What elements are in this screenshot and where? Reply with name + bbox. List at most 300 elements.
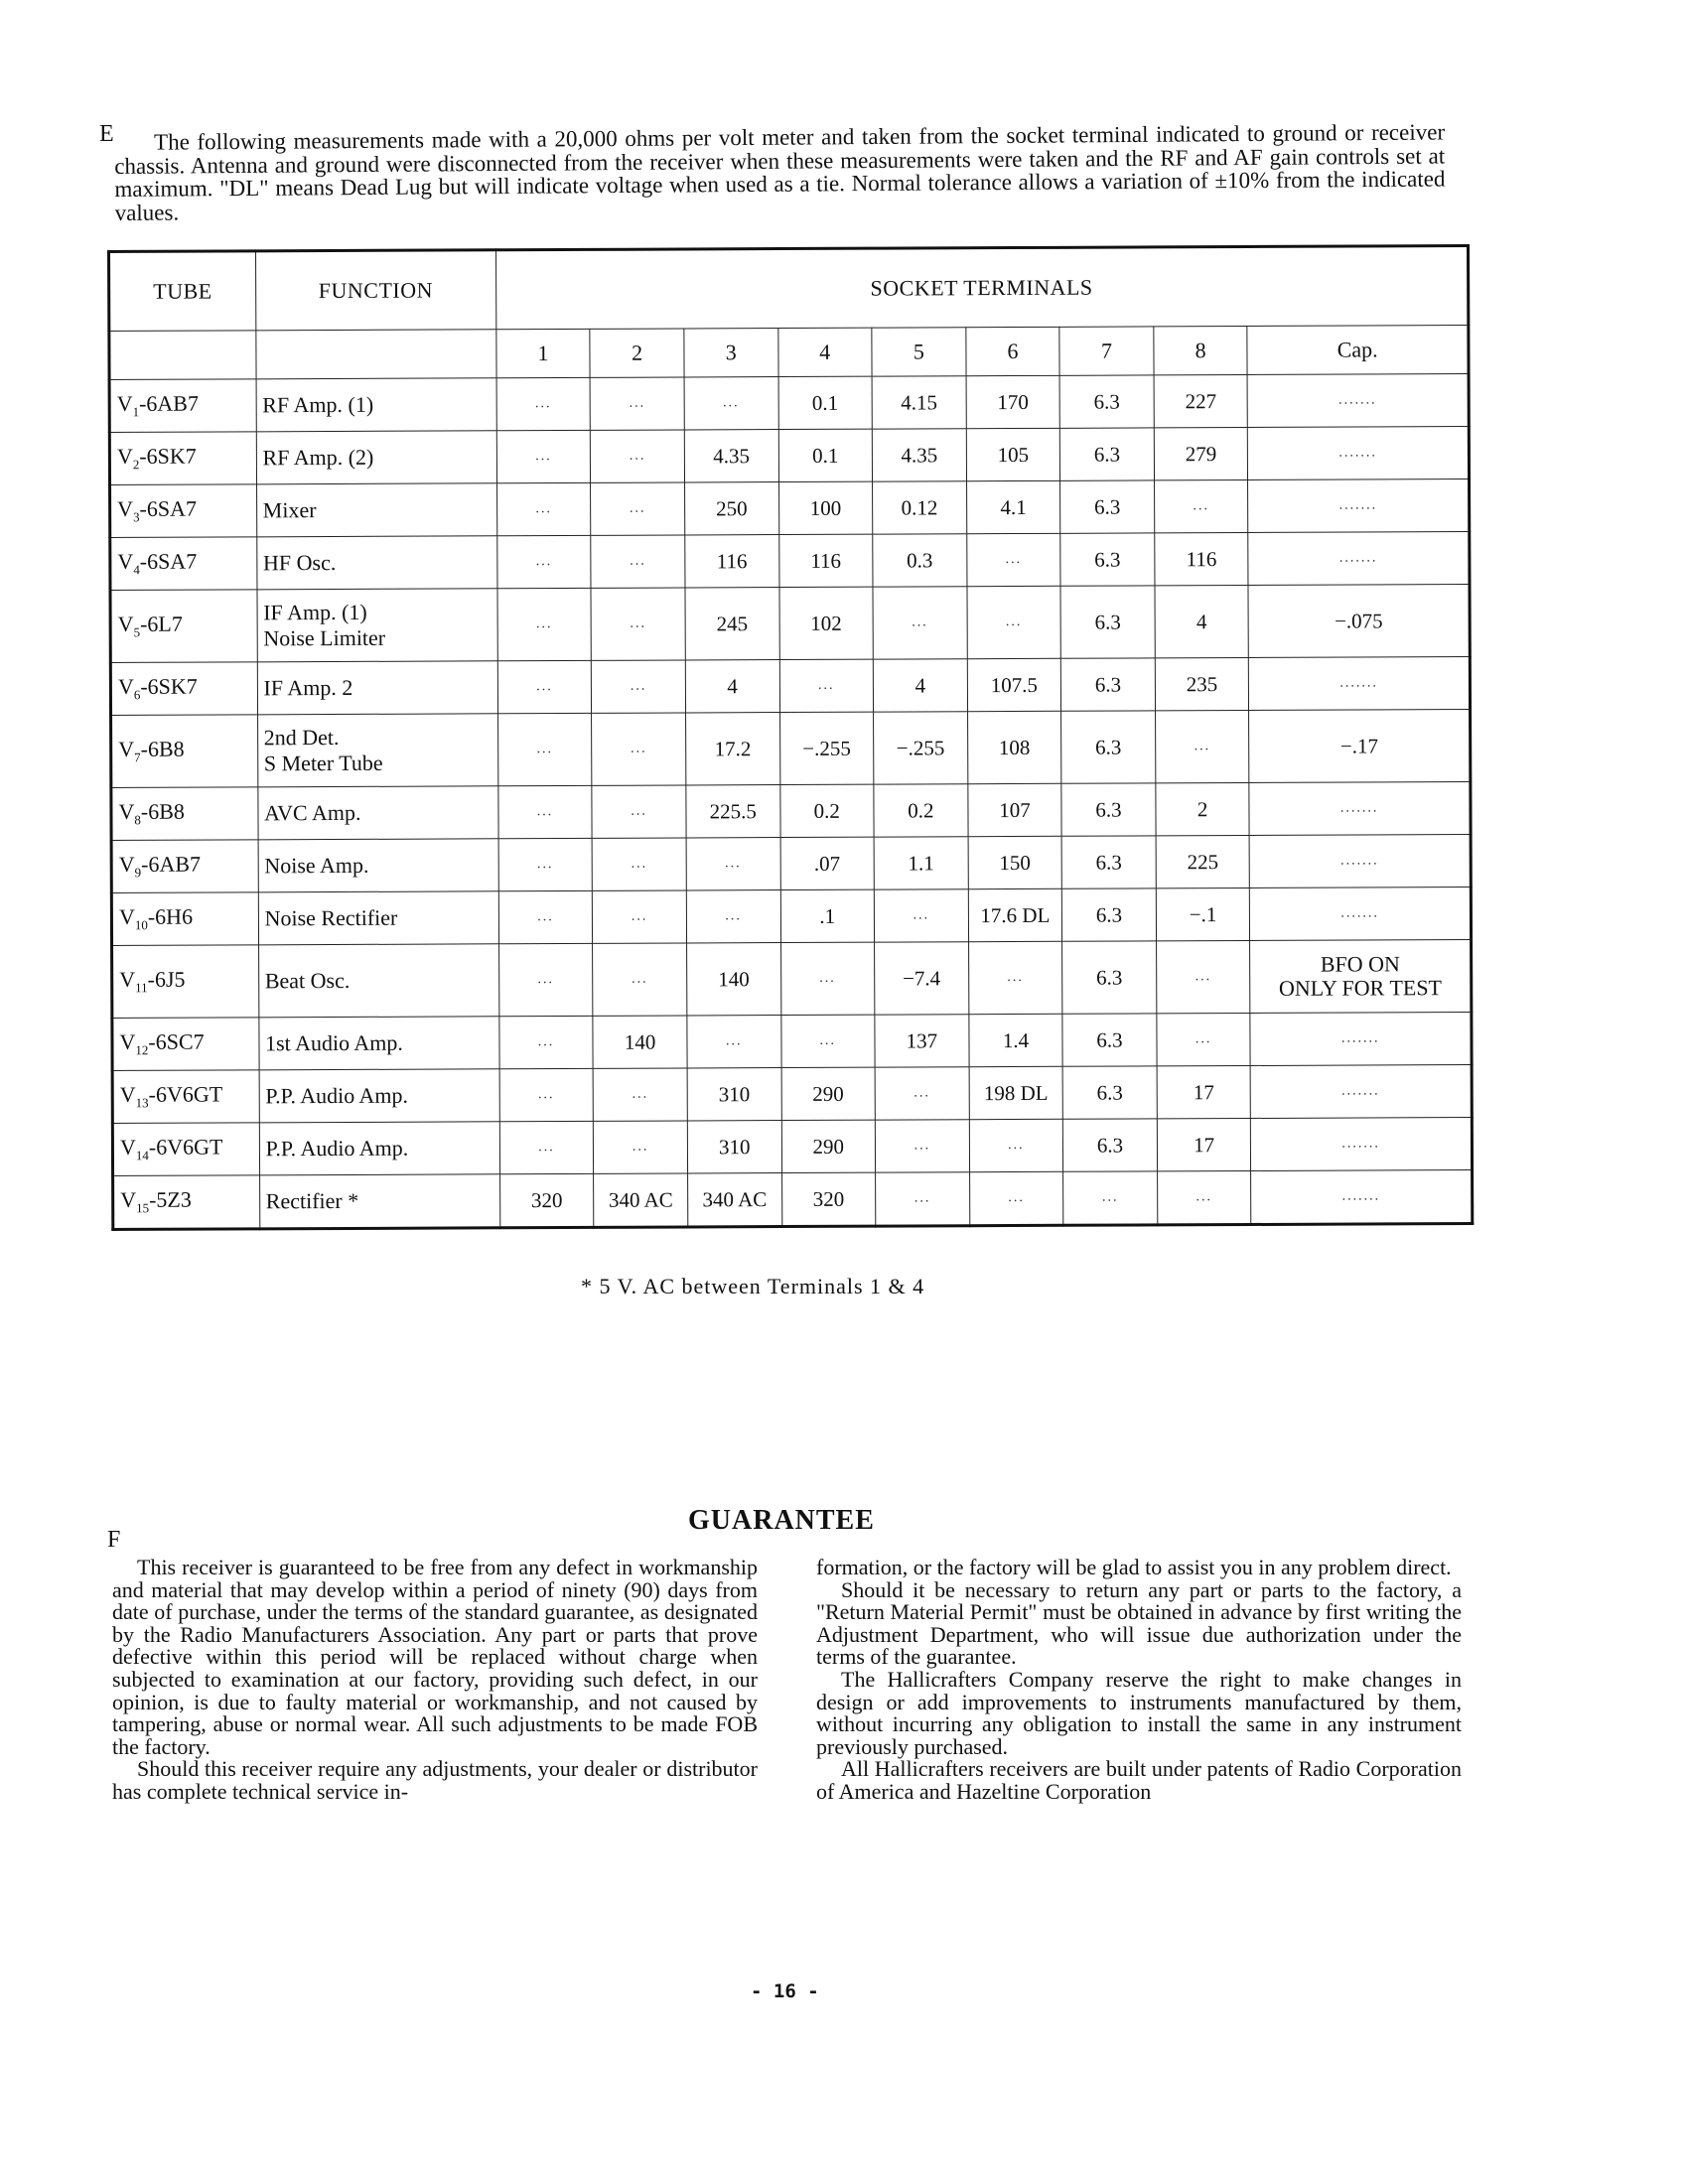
terminal-8-value <box>1156 940 1250 1013</box>
terminal-5-value <box>875 1015 969 1067</box>
terminal-8-value <box>1156 782 1250 835</box>
voltage-value: 340 AC <box>608 1187 673 1212</box>
terminal-6-value <box>969 1066 1063 1119</box>
tube-prefix: V <box>118 737 135 762</box>
terminal-3-value <box>685 535 779 588</box>
voltage-value: 0.12 <box>901 494 938 520</box>
voltage-value: 6.3 <box>1096 965 1123 990</box>
function-label: IF Amp. 2 <box>263 674 353 701</box>
voltage-value: ... <box>1008 1189 1025 1206</box>
tube-cell <box>111 787 258 841</box>
terminal-5-value <box>875 942 969 1015</box>
function-label: HF Osc. <box>262 549 337 576</box>
voltage-measurement-table <box>107 244 1474 1231</box>
terminal-3-value <box>686 890 780 943</box>
table-row <box>109 374 1469 433</box>
terminal-3-value <box>687 1016 781 1068</box>
terminal-5-value <box>874 837 968 889</box>
terminal-2-value <box>593 1068 687 1121</box>
voltage-value: .1 <box>819 903 836 928</box>
voltage-value: ... <box>536 857 554 873</box>
function-cell <box>257 589 498 662</box>
voltage-value: ... <box>819 1032 837 1048</box>
voltage-value: ... <box>1007 969 1024 986</box>
header-terminal-1: 1 <box>496 329 591 377</box>
voltage-value: ... <box>1195 1031 1212 1047</box>
function-cell <box>259 1122 499 1175</box>
header-blank-function <box>255 330 495 379</box>
voltage-value: 116 <box>716 548 748 573</box>
table-row <box>112 1013 1472 1071</box>
table-row <box>112 1065 1472 1124</box>
voltage-value: −.1 <box>1189 901 1217 926</box>
voltage-value: ... <box>535 616 553 632</box>
voltage-value: 279 <box>1185 441 1217 466</box>
voltage-value: ....... <box>1339 675 1378 691</box>
function-label: P.P. Audio Amp. <box>265 1135 409 1161</box>
tube-cell <box>109 379 256 433</box>
cap-value <box>1249 835 1471 888</box>
terminal-7-value <box>1059 375 1154 428</box>
terminal-8-value <box>1154 427 1248 479</box>
cap-value <box>1249 782 1471 836</box>
voltage-value: 137 <box>906 1027 938 1052</box>
voltage-value: 100 <box>809 495 842 520</box>
terminal-7-value <box>1062 941 1157 1014</box>
table-body <box>109 374 1473 1230</box>
tube-prefix: V <box>118 904 135 930</box>
voltage-value: .07 <box>813 851 841 876</box>
voltage-value: 6.3 <box>1096 1027 1123 1052</box>
terminal-2-value <box>592 838 686 890</box>
voltage-value: 250 <box>716 495 748 520</box>
terminal-8-value <box>1156 835 1250 887</box>
table-footnote: * 5 V. AC between Terminals 1 & 4 <box>581 1274 925 1298</box>
voltage-value: ... <box>538 1140 555 1156</box>
terminal-4-value <box>780 1015 875 1067</box>
voltage-value: 6.3 <box>1093 494 1121 519</box>
terminal-1-value <box>497 713 592 785</box>
terminal-1-value <box>499 1173 594 1227</box>
tube-cell <box>112 1070 259 1124</box>
tube-prefix: V <box>116 391 133 417</box>
terminal-1-value <box>499 1068 594 1121</box>
tube-cell <box>110 590 257 663</box>
voltage-value: 290 <box>812 1081 844 1106</box>
terminal-5-value <box>872 376 966 429</box>
header-terminal-8: 8 <box>1154 326 1248 374</box>
terminal-6-value <box>966 375 1060 428</box>
voltage-value: 107.5 <box>990 672 1039 697</box>
cap-value <box>1251 1118 1473 1171</box>
voltage-value: ... <box>1195 969 1212 985</box>
voltage-value: ... <box>629 500 646 516</box>
function-label: RF Amp. (2) <box>262 444 374 471</box>
tube-subscript: 14 <box>135 1148 149 1163</box>
tube-cell <box>112 1018 259 1071</box>
cap-value <box>1248 427 1470 480</box>
voltage-value: ... <box>537 972 555 988</box>
header-socket-terminals: SOCKET TERMINALS <box>495 246 1469 330</box>
terminal-6-value <box>968 836 1062 888</box>
voltage-value: 4.1 <box>1000 494 1027 519</box>
tube-cell <box>110 662 257 716</box>
voltage-value: 225 <box>1187 849 1219 874</box>
terminal-3-value <box>686 785 780 838</box>
section-letter-f: F <box>107 1527 121 1553</box>
function-label: 2nd Det. <box>263 724 340 751</box>
tube-subscript: 11 <box>135 980 148 996</box>
tube-cell <box>112 945 259 1019</box>
terminal-8-value <box>1157 1170 1251 1224</box>
terminal-6-value <box>968 783 1062 836</box>
tube-type: -6AB7 <box>141 851 202 878</box>
function-label: Beat Osc. <box>264 967 351 994</box>
voltage-value: 6.3 <box>1095 850 1122 875</box>
voltage-value: ... <box>631 803 647 819</box>
terminal-4-value <box>781 1067 876 1120</box>
voltage-value: ... <box>725 908 742 924</box>
function-cell <box>258 1017 498 1070</box>
voltage-value: 105 <box>997 442 1030 467</box>
voltage-value: 235 <box>1186 671 1218 696</box>
cap-value <box>1250 1013 1472 1066</box>
voltage-value: 6.3 <box>1094 547 1121 572</box>
tube-prefix: V <box>120 1187 137 1213</box>
guarantee-title: GUARANTEE <box>688 1505 875 1536</box>
guarantee-left-column <box>112 1557 758 1804</box>
voltage-value: 290 <box>812 1134 845 1159</box>
terminal-2-value <box>592 713 686 785</box>
function-label: Noise Rectifier <box>264 904 398 931</box>
header-terminal-3: 3 <box>684 329 778 377</box>
voltage-value: 6.3 <box>1096 1133 1124 1158</box>
terminal-7-value <box>1061 711 1156 783</box>
tube-subscript: 5 <box>133 624 141 640</box>
voltage-value: ... <box>632 1139 649 1155</box>
header-cap: Cap. <box>1247 326 1469 375</box>
voltage-value: 4.35 <box>901 442 938 468</box>
tube-type: -6L7 <box>139 611 183 637</box>
tube-subscript: 1 <box>132 404 140 420</box>
terminal-4-value <box>779 587 874 659</box>
voltage-value: ... <box>1101 1189 1119 1205</box>
voltage-value: ... <box>1196 1189 1213 1205</box>
terminal-7-value <box>1061 783 1156 836</box>
terminal-7-value <box>1063 1171 1158 1225</box>
terminal-3-value <box>688 1173 782 1227</box>
header-terminal-7: 7 <box>1059 327 1154 375</box>
header-terminal-4: 4 <box>777 328 872 376</box>
terminal-1-value <box>498 943 593 1016</box>
cap-value <box>1250 940 1472 1014</box>
tube-subscript: 13 <box>135 1095 149 1111</box>
voltage-value: ... <box>1008 1137 1025 1154</box>
voltage-value: 6.3 <box>1094 672 1122 697</box>
cap-value <box>1251 1065 1473 1119</box>
voltage-value: 0.3 <box>907 547 933 572</box>
terminal-3-value <box>684 482 778 535</box>
terminal-4-value <box>779 659 874 712</box>
table-row <box>111 835 1471 893</box>
voltage-value: ... <box>537 1034 555 1050</box>
voltage-value: 108 <box>998 735 1031 759</box>
tube-prefix: V <box>117 496 134 522</box>
table-row <box>111 887 1471 946</box>
function-cell <box>257 661 497 715</box>
terminal-6-value <box>967 658 1061 711</box>
voltage-value: ... <box>630 678 647 694</box>
tube-type: -5Z3 <box>149 1186 192 1213</box>
tube-prefix: V <box>119 1029 136 1055</box>
terminal-6-value <box>968 941 1062 1014</box>
tube-type: -6SA7 <box>139 548 198 575</box>
page-number: - 16 - <box>751 1980 819 2002</box>
table-row <box>110 585 1470 663</box>
function-label: P.P. Audio Amp. <box>265 1082 409 1109</box>
voltage-value: 6.3 <box>1095 797 1122 822</box>
voltage-value: 116 <box>1186 546 1217 571</box>
terminal-6-value <box>969 1014 1063 1066</box>
guarantee-paragraph: The Hallicrafters Company reserve the right to make changes in design or add improvements to instruments manufactured by them, without incurring any obligation to install the same in any instrument previously purchased. <box>816 1666 1462 1759</box>
voltage-value: ... <box>725 856 742 872</box>
voltage-value: ....... <box>1338 550 1378 566</box>
table-row <box>112 940 1472 1019</box>
terminal-4-value <box>778 376 873 429</box>
voltage-value: ... <box>817 677 835 693</box>
voltage-value: 17.6 DL <box>980 902 1051 927</box>
cap-value <box>1250 887 1472 941</box>
tube-cell <box>111 715 258 788</box>
voltage-value: ... <box>819 970 836 986</box>
tube-type: -6B8 <box>140 736 185 762</box>
function-label: RF Amp. (1) <box>262 391 374 418</box>
cap-value <box>1247 374 1469 428</box>
table-row <box>112 1118 1472 1176</box>
voltage-value: ... <box>631 741 647 756</box>
voltage-value: ....... <box>1338 497 1378 513</box>
terminal-6-value <box>969 1171 1063 1225</box>
terminal-3-value <box>684 377 778 430</box>
tube-subscript: 6 <box>133 687 141 703</box>
terminal-2-value <box>594 1121 688 1173</box>
voltage-value: ... <box>632 1086 649 1102</box>
terminal-7-value <box>1062 888 1157 941</box>
terminal-8-value <box>1155 585 1249 657</box>
terminal-4-value <box>780 837 875 889</box>
terminal-4-value <box>778 534 873 587</box>
terminal-2-value <box>594 1173 688 1227</box>
tube-subscript: 12 <box>135 1042 149 1058</box>
voltage-value: 116 <box>810 548 842 573</box>
table-row <box>110 532 1470 591</box>
header-blank-tube <box>109 331 256 380</box>
terminal-5-value <box>873 587 967 659</box>
tube-subscript: 4 <box>133 562 140 578</box>
tube-type: -6V6GT <box>148 1081 223 1108</box>
function-cell <box>256 536 496 590</box>
terminal-3-value <box>687 1068 781 1121</box>
terminal-3-value <box>685 588 779 660</box>
terminal-1-value <box>497 660 592 713</box>
voltage-value: 6.3 <box>1093 389 1120 414</box>
voltage-value: 4.35 <box>713 443 751 468</box>
voltage-value: 227 <box>1185 388 1217 413</box>
voltage-value: ... <box>725 1033 743 1049</box>
terminal-4-value <box>780 889 875 942</box>
voltage-value: ....... <box>1341 1188 1381 1204</box>
header-terminal-2: 2 <box>590 329 684 377</box>
terminal-1-value <box>498 838 593 890</box>
tube-type: -6AB7 <box>139 390 200 417</box>
voltage-value: 150 <box>999 850 1031 875</box>
terminal-8-value <box>1157 1065 1251 1118</box>
tube-subscript: 10 <box>134 917 148 933</box>
voltage-value: 170 <box>997 389 1029 414</box>
intro-paragraph: The following measurements made with a 20,000 ohms per volt meter and taken from the socket terminal indicated to ground or receiver chassis. Antenna and ground were disconnected from the receiver when these measurements were taken and the RF and AF gain controls set at maximum. "DL" means Dead Lug but will indicate voltage when used as a tie. Normal tolerance allows a variation of ±10% from the indicated values. <box>114 119 1446 225</box>
voltage-value: ... <box>536 742 554 757</box>
terminal-2-value <box>591 588 685 660</box>
function-label: 1st Audio Amp. <box>265 1029 403 1056</box>
voltage-value: 340 AC <box>702 1186 768 1211</box>
voltage-value: ....... <box>1341 1083 1380 1099</box>
header-terminal-6: 6 <box>966 327 1060 375</box>
voltage-value: 107 <box>999 797 1031 822</box>
cap-value <box>1251 1170 1473 1225</box>
function-label: IF Amp. (1) <box>263 599 367 625</box>
tube-cell <box>111 892 258 946</box>
voltage-value: ....... <box>1339 800 1379 816</box>
tube-cell <box>111 840 258 893</box>
guarantee-paragraph: Should it be necessary to return any part or parts to the factory, a "Return Material Permit" must be obtained in advance by first writing the Adjustment Department, who will issue due authorization under the terms of the guarantee. <box>816 1576 1462 1670</box>
tube-type: -6SC7 <box>148 1028 205 1055</box>
voltage-value: ... <box>1194 739 1211 754</box>
voltage-value: −.255 <box>896 735 945 760</box>
voltage-value: 198 DL <box>983 1080 1049 1105</box>
tube-cell <box>113 1175 260 1230</box>
voltage-value: −.075 <box>1334 608 1383 633</box>
terminal-8-value <box>1155 710 1249 782</box>
terminal-1-value <box>497 588 592 660</box>
voltage-value: ... <box>632 971 648 987</box>
cap-value <box>1249 710 1471 783</box>
voltage-value: −.17 <box>1339 733 1378 758</box>
voltage-value: 4 <box>1196 609 1207 633</box>
guarantee-paragraph: This receiver is guaranteed to be free from any defect in workmanship and material that may develop within a period of ninety (90) days from date of purchase, under the terms of the standard guarantee, as designated by the Radio Manufacturers Association. Any part or parts that prove defective within this period will be replaced without charge when subjected to examination at our factory, providing such defect, in our opinion, is due to faulty material or workmanship, and not caused by tampering, abuse or normal wear. All such adjustments to be made FOB the factory. <box>112 1555 758 1759</box>
tube-type: -6SK7 <box>139 443 197 470</box>
tube-subscript: 15 <box>136 1200 150 1216</box>
tube-prefix: V <box>119 967 136 993</box>
voltage-value: ... <box>1005 551 1023 568</box>
terminal-4-value <box>780 942 875 1015</box>
tube-type: -6SK7 <box>140 673 198 700</box>
tube-type: -6B8 <box>140 798 185 825</box>
voltage-value: 320 <box>812 1186 845 1211</box>
terminal-3-value <box>685 713 779 785</box>
voltage-value: ... <box>914 1138 931 1154</box>
terminal-5-value <box>875 1067 969 1120</box>
tube-cell <box>110 484 257 538</box>
function-cell <box>257 714 498 787</box>
terminal-5-value <box>873 534 967 587</box>
terminal-7-value <box>1062 1014 1157 1066</box>
function-cell <box>257 786 497 840</box>
tube-cell <box>110 537 257 591</box>
voltage-value: ... <box>535 449 552 465</box>
voltage-value: 225.5 <box>709 798 757 823</box>
terminal-1-value <box>497 535 592 588</box>
voltage-value: ... <box>630 615 647 631</box>
tube-prefix: V <box>117 674 134 700</box>
terminal-6-value <box>969 1119 1063 1171</box>
voltage-value: ... <box>536 679 553 695</box>
header-terminal-5: 5 <box>872 328 966 376</box>
guarantee-paragraph: formation, or the factory will be glad to assist you in any problem direct. <box>816 1555 1452 1579</box>
voltage-value: 0.2 <box>813 798 840 823</box>
voltage-value: ... <box>913 907 930 923</box>
voltage-value: ....... <box>1340 853 1379 869</box>
voltage-value: ... <box>537 909 554 925</box>
terminal-6-value <box>966 428 1060 480</box>
function-cell <box>256 431 496 484</box>
terminal-4-value <box>778 481 873 534</box>
terminal-2-value <box>590 377 684 430</box>
terminal-3-value <box>687 1121 781 1173</box>
voltage-value: 17 <box>1193 1079 1214 1104</box>
voltage-value: 310 <box>718 1081 751 1106</box>
measurement-intro <box>114 120 1446 224</box>
voltage-value: 17.2 <box>714 736 752 760</box>
function-cell <box>259 1069 499 1123</box>
terminal-7-value <box>1060 480 1155 533</box>
terminal-7-value <box>1061 658 1156 711</box>
terminal-5-value <box>873 481 967 534</box>
tube-prefix: V <box>116 444 133 470</box>
cap-value <box>1248 532 1470 586</box>
voltage-value: 6.3 <box>1095 735 1122 759</box>
voltage-value: ... <box>630 553 646 569</box>
table-row <box>110 479 1470 538</box>
terminal-8-value <box>1157 1118 1251 1170</box>
voltage-value: ... <box>629 448 646 464</box>
tube-prefix: V <box>118 852 135 878</box>
voltage-value: ... <box>536 804 554 820</box>
terminal-8-value <box>1155 532 1249 585</box>
header-tube: TUBE <box>109 251 256 332</box>
voltage-value: ... <box>535 554 553 570</box>
terminal-2-value <box>593 1016 687 1068</box>
terminal-1-value <box>496 430 591 482</box>
terminal-5-value <box>876 1172 970 1226</box>
terminal-2-value <box>591 430 685 482</box>
voltage-value: 1.1 <box>908 850 934 875</box>
voltage-value: 6.3 <box>1096 1080 1123 1105</box>
table-row <box>113 1170 1473 1230</box>
voltage-value: 140 <box>624 1029 656 1054</box>
voltage-value: −7.4 <box>902 965 941 991</box>
voltage-value: BFO ON <box>1320 951 1400 977</box>
terminal-5-value <box>873 659 967 712</box>
tube-prefix: V <box>118 799 135 825</box>
terminal-4-value <box>781 1120 876 1172</box>
terminal-6-value <box>968 888 1062 941</box>
terminal-4-value <box>778 429 873 481</box>
cap-value <box>1248 479 1470 533</box>
cap-value <box>1248 585 1470 658</box>
table-row <box>109 427 1469 485</box>
tube-subscript: 3 <box>133 509 140 525</box>
tube-subscript: 8 <box>134 812 141 828</box>
